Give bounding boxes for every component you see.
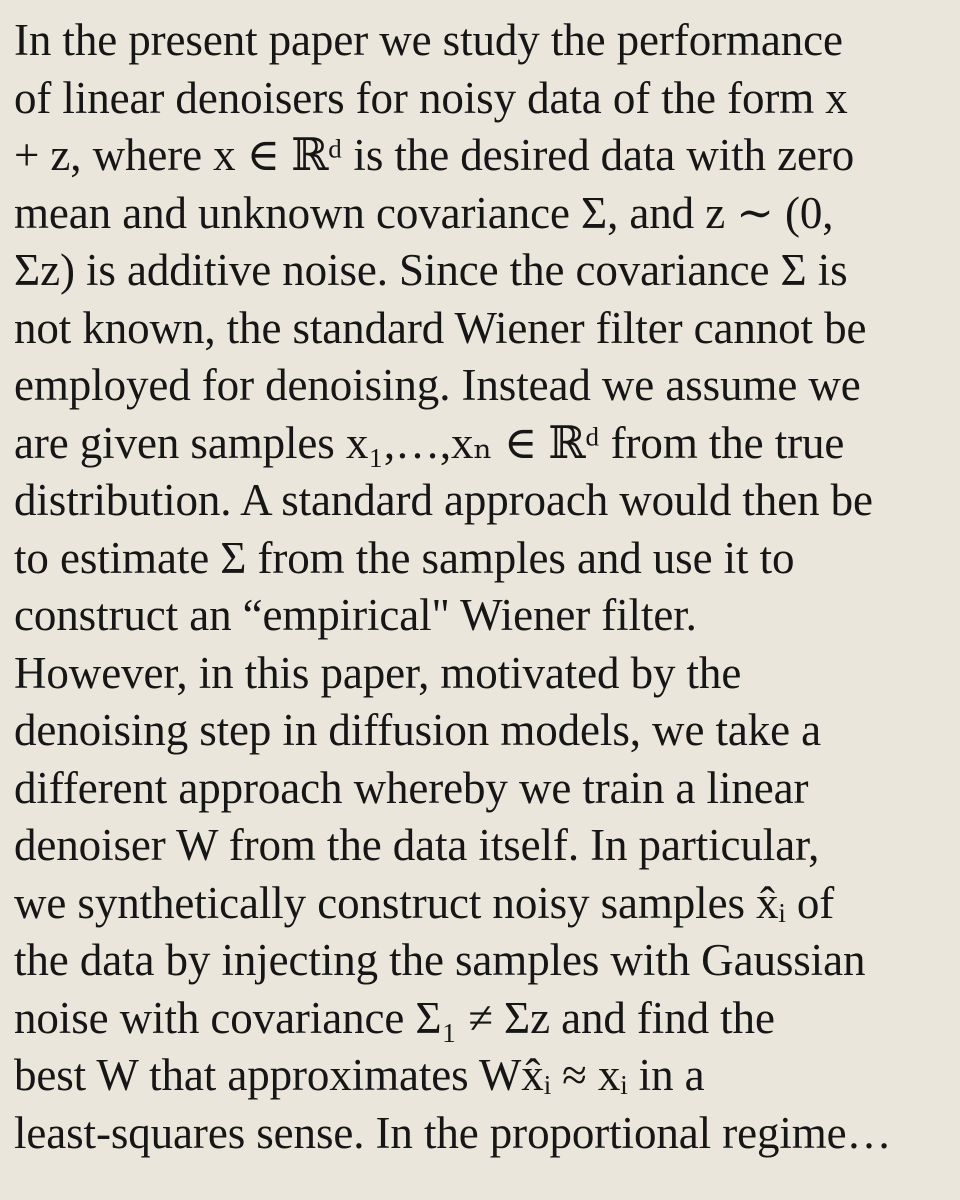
text-line: noise with covariance Σ₁ ≠ Σz and find the	[14, 992, 775, 1043]
text-line: In the present paper we study the performance	[14, 15, 843, 65]
text-line: least-squares sense. In the proportional regime…	[14, 1107, 892, 1158]
text-line: the data by injecting the samples with Gaussian	[14, 935, 866, 985]
text-line: + z, where x ∈ ℝᵈ is the desired data with zero	[14, 130, 855, 180]
text-line: we synthetically construct noisy samples x̂ᵢ of	[14, 877, 835, 928]
text-line: mean and unknown covariance Σ, and z ∼ (0,	[14, 187, 834, 238]
text-line: are given samples x₁,…,xₙ ∈ ℝᵈ from the true	[14, 417, 845, 468]
abstract-text	[14, 12, 960, 1162]
document-page	[14, 12, 960, 1200]
text-line: employed for denoising. Instead we assume we	[14, 360, 861, 410]
text-line: However, in this paper, motivated by the	[14, 647, 742, 698]
text-line: Σz) is additive noise. Since the covariance Σ is	[14, 245, 848, 295]
text-line: different approach whereby we train a linear	[14, 762, 809, 813]
text-line: of linear denoisers for noisy data of the form x	[14, 72, 848, 123]
text-line: construct an “empirical" Wiener filter.	[14, 590, 697, 640]
text-line: best W that approximates Wx̂ᵢ ≈ xᵢ in a	[14, 1050, 705, 1100]
text-line: distribution. A standard approach would then be	[14, 475, 873, 525]
text-line: not known, the standard Wiener filter cannot be	[14, 302, 867, 353]
text-line: denoiser W from the data itself. In particular,	[14, 820, 820, 870]
text-line: to estimate Σ from the samples and use it to	[14, 532, 795, 583]
text-line: denoising step in diffusion models, we take a	[14, 705, 822, 755]
